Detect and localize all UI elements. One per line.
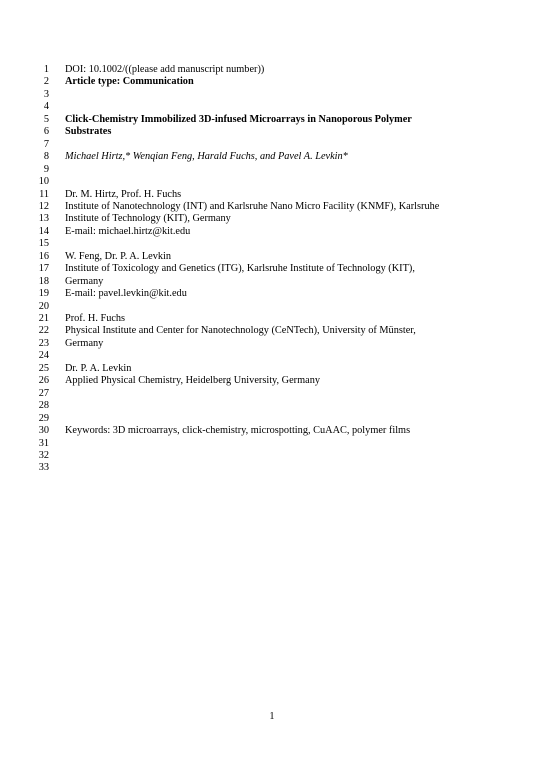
line-number: 2: [43, 76, 49, 88]
line-number: 13: [38, 213, 49, 225]
line-text: Substrates: [65, 126, 112, 138]
line-number: 28: [38, 400, 49, 412]
line-text: Applied Physical Chemistry, Heidelberg University, Germany: [65, 375, 320, 387]
line-number: 20: [38, 300, 49, 312]
line-number: 6: [43, 126, 49, 138]
line-number: 16: [38, 250, 49, 262]
page-number: 1: [269, 711, 275, 722]
line-text: E-mail: michael.hirtz@kit.edu: [65, 225, 191, 237]
line-number: 23: [38, 337, 49, 349]
line-text: Dr. P. A. Levkin: [65, 362, 132, 374]
line-text: Click-Chemistry Immobilized 3D-infused Microarrays in Nanoporous Polymer: [65, 113, 412, 125]
line-number: 15: [38, 238, 49, 250]
line-number: 31: [38, 437, 49, 449]
line-number: 4: [43, 101, 49, 113]
line-number: 18: [38, 275, 49, 287]
line-number: 25: [38, 362, 49, 374]
line-number: 7: [43, 138, 49, 150]
line-text: Physical Institute and Center for Nanotechnology (CeNTech), University of Münster,: [65, 325, 416, 337]
line-number: 27: [38, 387, 49, 399]
line-text: Dr. M. Hirtz, Prof. H. Fuchs: [65, 188, 182, 200]
line-text: Keywords: 3D microarrays, click-chemistry, microspotting, CuAAC, polymer films: [65, 425, 411, 437]
line-number: 1: [43, 64, 49, 75]
line-number: 32: [38, 449, 49, 461]
line-number: 21: [38, 313, 49, 324]
line-text: Institute of Technology (KIT), Germany: [65, 213, 231, 225]
line-text: DOI: 10.1002/((please add manuscript number)): [65, 64, 265, 75]
line-text: E-mail: pavel.levkin@kit.edu: [65, 288, 187, 300]
line-text: Michael Hirtz,* Wenqian Feng, Harald Fuchs, and Pavel A. Levkin*: [65, 151, 348, 163]
line-number: 24: [38, 350, 49, 362]
line-number: 26: [38, 375, 49, 387]
line-number: 12: [38, 200, 49, 212]
line-number: 29: [38, 412, 49, 424]
line-text: Germany: [65, 275, 104, 287]
line-text: W. Feng, Dr. P. A. Levkin: [65, 250, 172, 262]
line-number: 11: [39, 188, 49, 200]
line-number: 30: [38, 425, 49, 437]
line-number: 19: [38, 288, 49, 300]
line-text: Institute of Toxicology and Genetics (ITG), Karlsruhe Institute of Technology (KIT),: [65, 263, 415, 275]
line-text: Germany: [65, 337, 104, 349]
line-text: Prof. H. Fuchs: [65, 313, 126, 324]
line-number: 10: [38, 176, 49, 188]
line-number: 9: [43, 163, 49, 175]
line-number: 8: [43, 151, 49, 163]
line-number: 22: [38, 325, 49, 337]
line-text: Institute of Nanotechnology (INT) and Karlsruhe Nano Micro Facility (KNMF), Karlsruhe: [65, 200, 440, 212]
line-number: 5: [43, 113, 49, 125]
line-number: 14: [38, 225, 49, 237]
line-number: 3: [43, 88, 49, 100]
line-number: 17: [38, 263, 49, 275]
line-number: 33: [38, 462, 49, 474]
line-text: Article type: Communication: [65, 76, 194, 88]
